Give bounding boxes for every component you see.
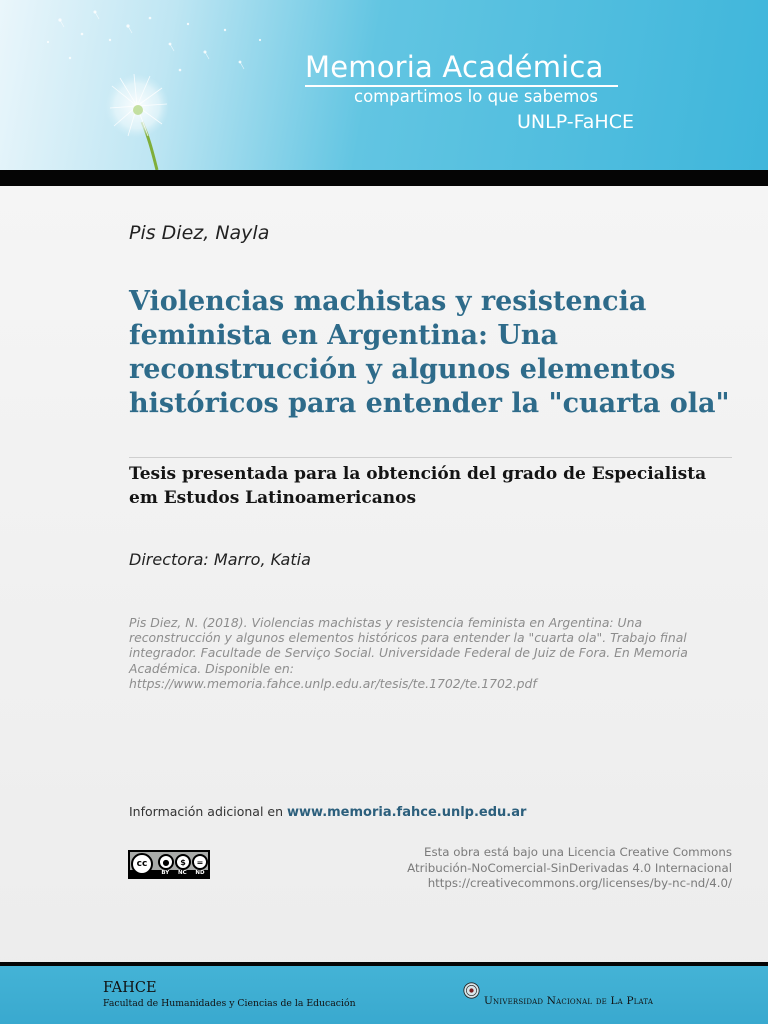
director-line: Directora: Marro, Katia xyxy=(129,550,311,569)
license-url[interactable]: https://creativecommons.org/licenses/by-nc-nd/4.0/ xyxy=(427,876,732,890)
more-info xyxy=(129,803,526,821)
fahce-name: Facultad de Humanidades y Ciencias de la Educación xyxy=(103,998,356,1009)
more-info-label: Información adicional en xyxy=(129,804,284,819)
noncommercial-icon: $ xyxy=(175,854,191,870)
brand-tagline: compartimos lo que sabemos xyxy=(354,87,599,106)
cc-label-by: BY xyxy=(161,870,170,876)
dandelion-illustration xyxy=(0,0,320,170)
cc-badge-labels xyxy=(157,870,209,877)
brand-block xyxy=(305,50,635,133)
unlp-seal-icon xyxy=(463,982,480,999)
creative-commons-badge[interactable] xyxy=(128,850,210,879)
citation-line: integrador. Facultade de Serviço Social. Universidade Federal de Juiz de Fora. En Memoria xyxy=(129,645,688,661)
document-title: Violencias machistas y resistencia feminista en Argentina: Una reconstrucción y algunos elementos históricos para entender la "cuarta ola" xyxy=(129,286,730,419)
author-name: Pis Diez, Nayla xyxy=(129,222,270,244)
fahce-logo: FAHCE xyxy=(103,980,157,996)
header-banner xyxy=(0,0,768,170)
noderivatives-icon: = xyxy=(192,854,208,870)
cc-label-nc: NC xyxy=(178,870,187,876)
license-line: Esta obra está bajo una Licencia Creative Commons xyxy=(424,845,732,859)
cc-icon: cc xyxy=(131,853,153,875)
by-person-icon: ● xyxy=(158,854,174,870)
citation-url[interactable]: https://www.memoria.fahce.unlp.edu.ar/tesis/te.1702/te.1702.pdf xyxy=(129,675,537,691)
citation-line: Pis Diez, N. (2018). Violencias machistas y resistencia feminista en Argentina: Una xyxy=(129,615,643,630)
unlp-name: Universidad Nacional de La Plata xyxy=(484,995,654,1007)
footer-bar xyxy=(0,966,768,1024)
cc-label-nd: ND xyxy=(195,870,205,876)
citation-line: Académica. Disponible en: xyxy=(129,660,294,676)
title-divider xyxy=(129,457,732,458)
citation-block xyxy=(129,615,729,691)
document-subtitle: Tesis presentada para la obtención del grado de Especialista em Estudos Latinoamericanos xyxy=(129,464,707,508)
license-line: Atribución-NoComercial-SinDerivadas 4.0 Internacional xyxy=(407,860,732,875)
citation-line: reconstrucción y algunos elementos históricos para entender la "cuarta ola". Trabajo final xyxy=(129,630,687,646)
brand-title: Memoria Académica xyxy=(305,50,604,84)
more-info-link[interactable]: www.memoria.fahce.unlp.edu.ar xyxy=(287,805,527,820)
license-text xyxy=(407,845,732,892)
header-divider xyxy=(0,170,768,186)
brand-org: UNLP-FaHCE xyxy=(517,111,634,133)
